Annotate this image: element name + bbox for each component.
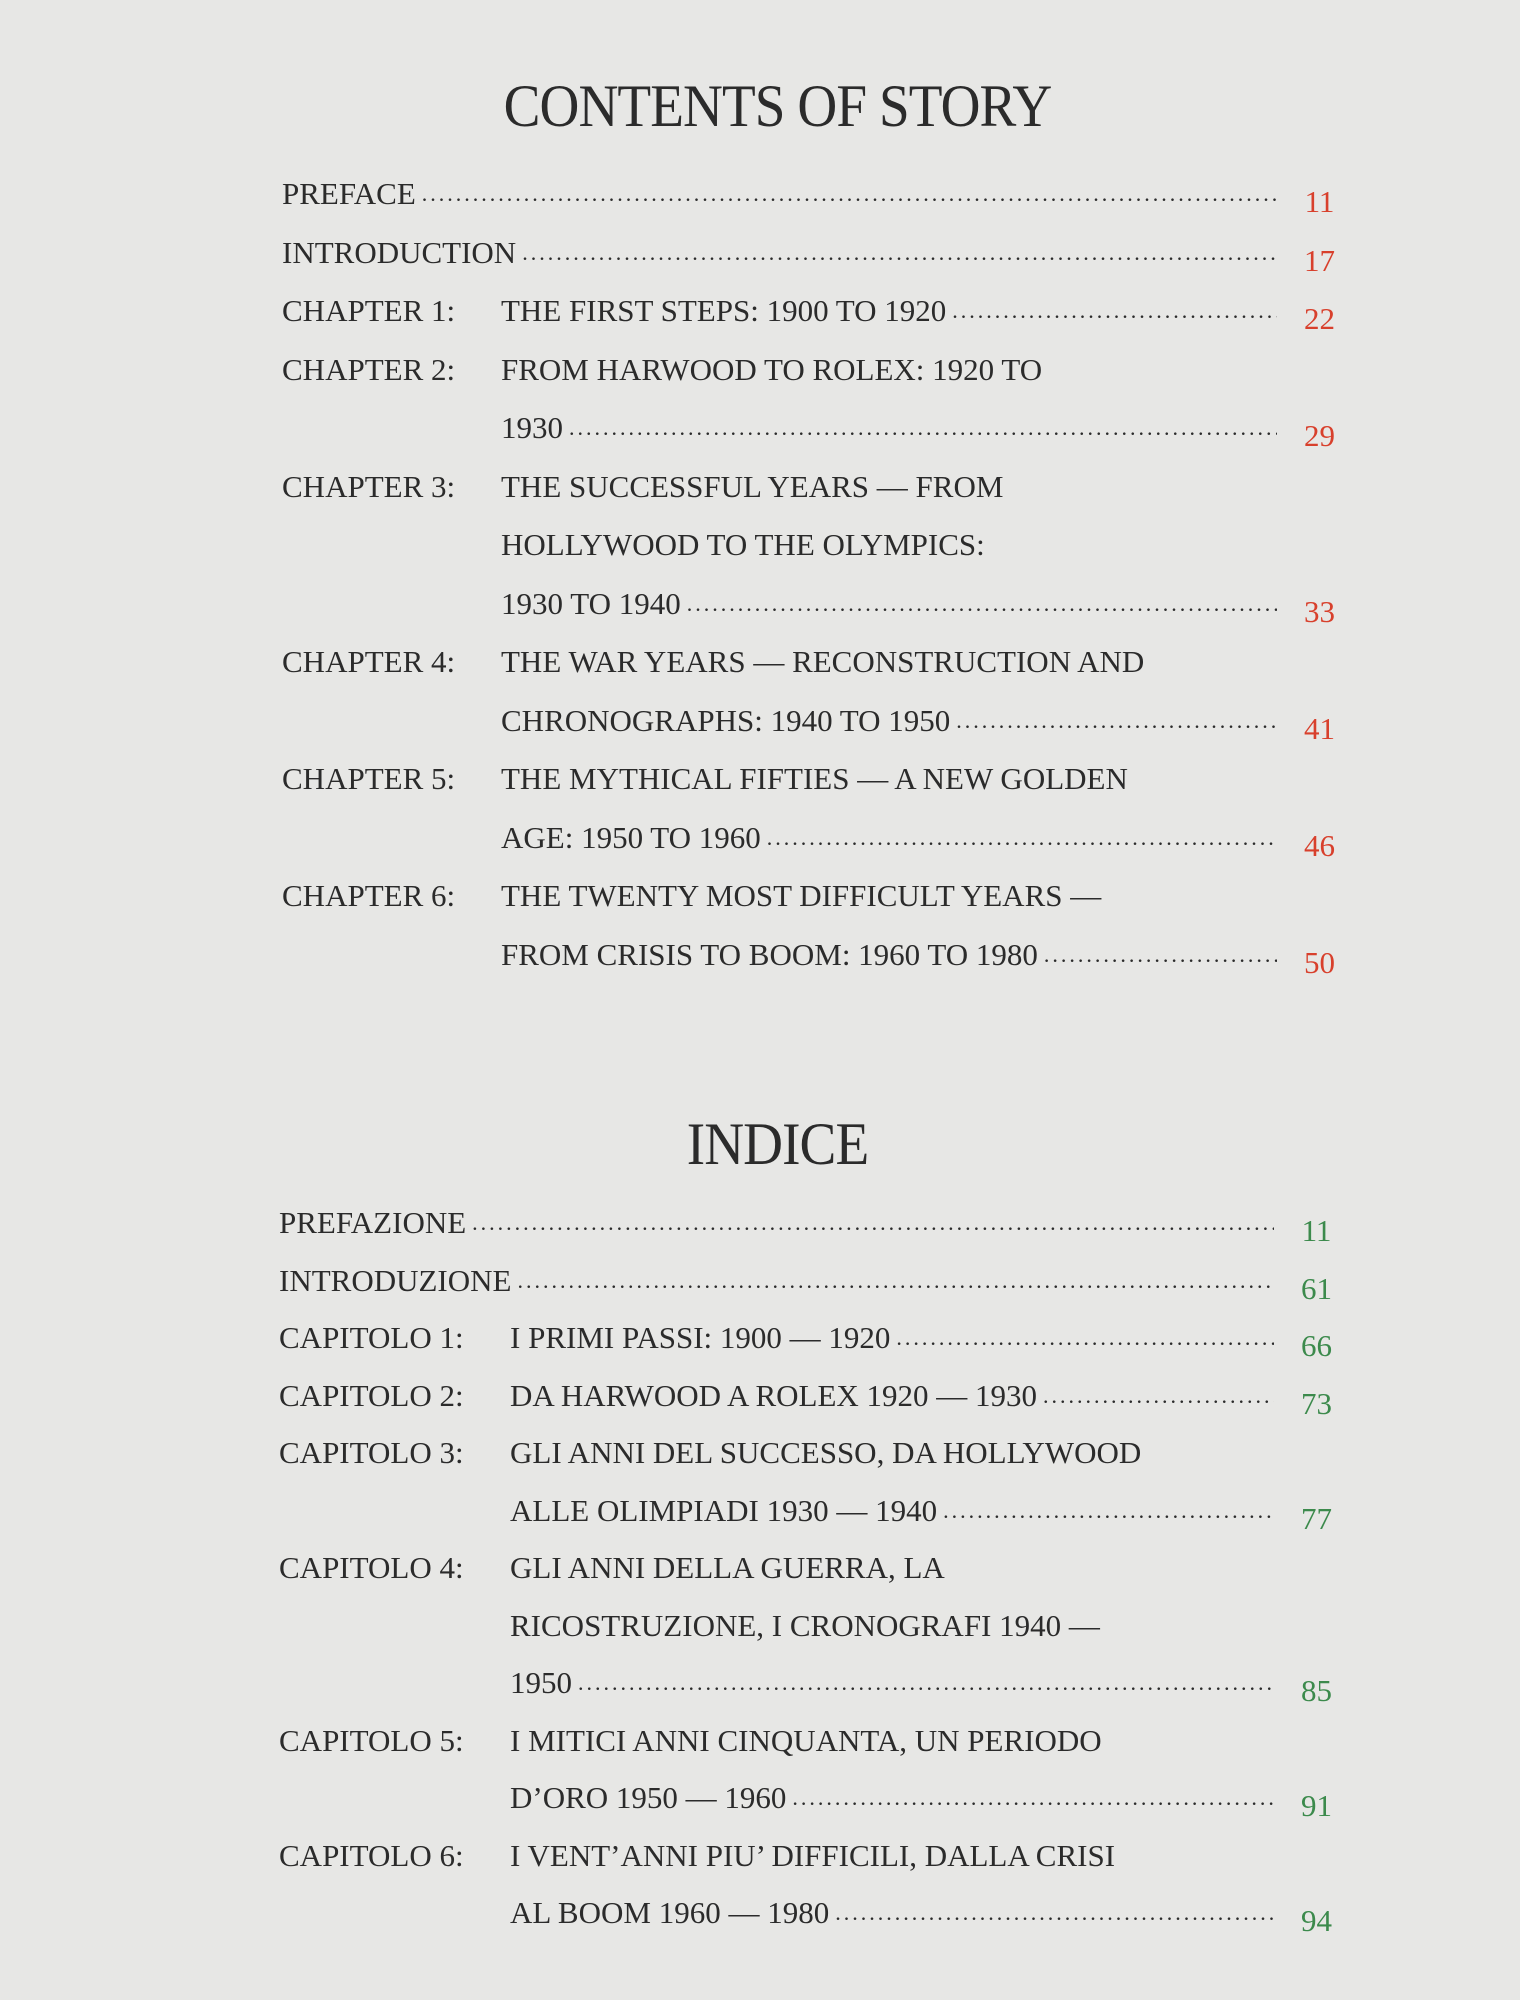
chapter-prefix: CAPITOLO 2: <box>279 1377 464 1413</box>
page-number: 29 <box>1304 418 1335 453</box>
dot-leader <box>956 692 1277 751</box>
indice-title: INDICE <box>686 1111 869 1177</box>
page-number: 46 <box>1304 827 1335 863</box>
page-column <box>1274 1367 1359 1425</box>
dot-leader <box>472 1194 1274 1252</box>
contents-title: CONTENTS OF STORY <box>503 73 1052 139</box>
entry-title-line: THE TWENTY MOST DIFFICULT YEARS — <box>501 878 1102 913</box>
dot-leader <box>835 1884 1274 1942</box>
page-column <box>1277 224 1362 283</box>
entry-body <box>501 750 1277 867</box>
page-column <box>1277 633 1362 750</box>
dot-leader <box>1044 926 1277 985</box>
page-column <box>1274 1309 1359 1367</box>
page-number: 85 <box>1301 1673 1332 1708</box>
toc-entry <box>279 1367 1359 1425</box>
entry-body <box>501 867 1277 984</box>
entry-last-line <box>501 809 1277 868</box>
entry-last-line <box>279 1194 1274 1252</box>
chapter-prefix: CHAPTER 4: <box>282 644 456 679</box>
entry-last-line <box>510 1654 1274 1712</box>
entry-last-line <box>501 282 1277 341</box>
entry-title-line: FROM CRISIS TO BOOM: 1960 TO 1980 <box>501 936 1038 972</box>
page-column <box>1274 1539 1359 1712</box>
toc-entry <box>279 1424 1359 1539</box>
page-number: 11 <box>1304 184 1335 219</box>
chapter-prefix: CHAPTER 2: <box>282 351 456 387</box>
toc-entry <box>282 165 1362 224</box>
dot-leader <box>767 809 1277 868</box>
page-number: 91 <box>1301 1788 1332 1823</box>
entry-last-line <box>501 926 1277 985</box>
entry-body <box>501 282 1277 341</box>
toc-entry <box>279 1309 1359 1367</box>
entry-last-line <box>510 1482 1274 1540</box>
page-column <box>1274 1712 1359 1827</box>
chapter-prefix: CAPITOLO 5: <box>279 1722 464 1758</box>
entry-body <box>279 1252 1274 1310</box>
entry-body <box>510 1539 1274 1712</box>
toc-entry <box>282 341 1362 458</box>
entry-title-line: CHRONOGRAPHS: 1940 TO 1950 <box>501 702 951 738</box>
dot-leader <box>896 1309 1274 1367</box>
entry-title-line: AGE: 1950 TO 1960 <box>501 819 761 855</box>
entry-title-line: HOLLYWOOD TO THE OLYMPICS: <box>501 527 985 562</box>
page-column <box>1274 1424 1359 1539</box>
entry-title-line: PREFACE <box>282 176 416 211</box>
dot-leader <box>952 282 1277 341</box>
entry-last-line <box>501 575 1277 634</box>
entry-body <box>282 165 1277 224</box>
entry-last-line <box>510 1367 1274 1425</box>
dot-leader <box>687 575 1277 634</box>
chapter-prefix: CHAPTER 1: <box>282 293 456 328</box>
page-number: 17 <box>1304 242 1335 278</box>
entry-title-line: INTRODUZIONE <box>279 1262 512 1298</box>
entry-title-line: INTRODUCTION <box>282 234 517 270</box>
entry-title-line: THE MYTHICAL FIFTIES — A NEW GOLDEN <box>501 761 1128 796</box>
entry-title-line: PREFAZIONE <box>279 1205 467 1240</box>
toc-entry <box>282 282 1362 341</box>
page-column <box>1277 750 1362 867</box>
entry-body <box>501 341 1277 458</box>
toc-entry <box>282 867 1362 984</box>
entry-body <box>279 1194 1274 1252</box>
entry-body <box>510 1827 1274 1942</box>
chapter-prefix: CHAPTER 3: <box>282 468 456 504</box>
entry-body <box>282 224 1277 283</box>
toc-entry <box>279 1539 1359 1712</box>
entry-last-line <box>510 1769 1274 1827</box>
entry-title-line: FROM HARWOOD TO ROLEX: 1920 TO <box>501 351 1043 387</box>
toc-entry <box>279 1194 1359 1252</box>
chapter-prefix: CAPITOLO 4: <box>279 1550 464 1585</box>
entry-title-line: I VENT’ANNI PIU’ DIFFICILI, DALLA CRISI <box>510 1837 1116 1873</box>
entry-title-line: I PRIMI PASSI: 1900 — 1920 <box>510 1320 891 1355</box>
dot-leader <box>569 399 1277 458</box>
page-column <box>1274 1827 1359 1942</box>
entry-last-line <box>501 399 1277 458</box>
page-number: 66 <box>1301 1328 1332 1363</box>
dot-leader <box>422 165 1277 224</box>
page-number: 33 <box>1304 593 1335 629</box>
entry-title-line: GLI ANNI DEL SUCCESSO, DA HOLLYWOOD <box>510 1435 1142 1470</box>
page-number: 11 <box>1301 1213 1332 1248</box>
entry-title-line: AL BOOM 1960 — 1980 <box>510 1895 830 1930</box>
page-number: 22 <box>1304 301 1335 336</box>
dot-leader <box>578 1654 1274 1712</box>
page-number: 94 <box>1301 1903 1332 1938</box>
page-number: 41 <box>1304 710 1335 746</box>
page-column <box>1277 282 1362 341</box>
chapter-prefix: CHAPTER 6: <box>282 878 456 913</box>
entry-last-line <box>501 692 1277 751</box>
dot-leader <box>943 1482 1274 1540</box>
entry-title-line: DA HARWOOD A ROLEX 1920 — 1930 <box>510 1377 1038 1413</box>
toc-entry <box>282 224 1362 283</box>
entry-last-line <box>282 224 1277 283</box>
chapter-prefix: CAPITOLO 6: <box>279 1837 464 1873</box>
toc-entry <box>282 750 1362 867</box>
page-column <box>1277 867 1362 984</box>
entry-last-line <box>510 1884 1274 1942</box>
entry-title-line: 1930 <box>501 410 563 445</box>
entry-body <box>510 1309 1274 1367</box>
page-number: 73 <box>1301 1385 1332 1421</box>
english-contents-list <box>282 165 1362 984</box>
entry-title-line: D’ORO 1950 — 1960 <box>510 1780 787 1815</box>
dot-leader <box>517 1252 1274 1310</box>
toc-entry <box>279 1252 1359 1310</box>
entry-body <box>501 633 1277 750</box>
italian-contents-list <box>279 1194 1359 1942</box>
entry-title-line: THE WAR YEARS — RECONSTRUCTION AND <box>501 644 1145 679</box>
entry-last-line <box>510 1309 1274 1367</box>
entry-title-line: THE SUCCESSFUL YEARS — FROM <box>501 468 1004 504</box>
entry-last-line <box>282 165 1277 224</box>
toc-entry <box>282 633 1362 750</box>
toc-entry <box>279 1827 1359 1942</box>
entry-title-line: GLI ANNI DELLA GUERRA, LA <box>510 1550 945 1585</box>
toc-entry <box>279 1712 1359 1827</box>
chapter-prefix: CAPITOLO 1: <box>279 1320 464 1355</box>
dot-leader <box>792 1769 1274 1827</box>
entry-body <box>510 1712 1274 1827</box>
chapter-prefix: CAPITOLO 3: <box>279 1435 464 1470</box>
entry-last-line <box>279 1252 1274 1310</box>
entry-title-line: ALLE OLIMPIADI 1930 — 1940 <box>510 1492 938 1528</box>
page-column <box>1277 165 1362 224</box>
page-number: 61 <box>1301 1270 1332 1306</box>
entry-body <box>501 458 1277 634</box>
page-column <box>1274 1194 1359 1252</box>
dot-leader <box>1043 1367 1274 1425</box>
entry-title-line: I MITICI ANNI CINQUANTA, UN PERIODO <box>510 1722 1102 1758</box>
chapter-prefix: CHAPTER 5: <box>282 761 456 796</box>
entry-title-line: 1930 TO 1940 <box>501 585 681 621</box>
entry-title-line: 1950 <box>510 1665 572 1700</box>
page-column <box>1277 341 1362 458</box>
page-column <box>1277 458 1362 634</box>
page-number: 77 <box>1301 1500 1332 1536</box>
entry-title-line: RICOSTRUZIONE, I CRONOGRAFI 1940 — <box>510 1607 1100 1643</box>
entry-body <box>510 1367 1274 1425</box>
page-number: 50 <box>1304 944 1335 980</box>
dot-leader <box>522 224 1277 283</box>
page-column <box>1274 1252 1359 1310</box>
entry-body <box>510 1424 1274 1539</box>
toc-entry <box>282 458 1362 634</box>
entry-title-line: THE FIRST STEPS: 1900 TO 1920 <box>501 293 947 328</box>
